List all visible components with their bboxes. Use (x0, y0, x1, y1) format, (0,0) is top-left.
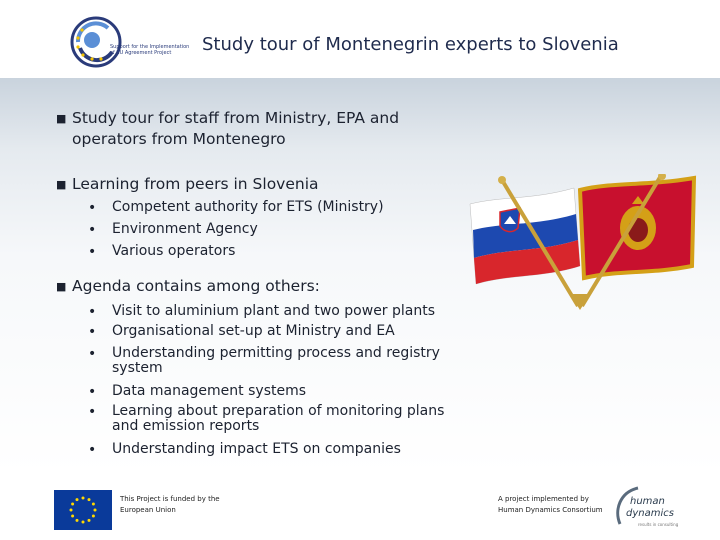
sub-bullet-text: Learning about preparation of monitoring plans and emission reports (112, 403, 445, 434)
bullet-dot-icon: • (88, 200, 97, 216)
logo-text: Support for the Implementation of EU Agreement Project (110, 44, 190, 56)
human-dynamics-logo-icon (612, 484, 692, 530)
hd-logo-line1: human (630, 496, 665, 507)
sub-bullet-text: Various operators (112, 243, 236, 259)
header (0, 0, 720, 78)
bullet-dot-icon: • (88, 222, 97, 238)
sub-bullet-text: Competent authority for ETS (Ministry) (112, 199, 384, 215)
page-title: Study tour of Montenegrin experts to Slovenia (202, 34, 619, 55)
bullet-square-icon: ■ (56, 112, 67, 125)
bullet-dot-icon: • (88, 346, 97, 362)
sub-bullet-text: Understanding impact ETS on companies (112, 441, 401, 457)
logo-icon (68, 14, 188, 72)
bullet-text: Learning from peers in Slovenia (72, 175, 319, 193)
bullet-learning (56, 174, 432, 195)
bullet-dot-icon: • (88, 324, 97, 340)
bullet-dot-icon: • (88, 244, 97, 260)
bullet-square-icon: ■ (56, 178, 67, 191)
footer (0, 474, 720, 540)
bullet-dot-icon: • (88, 384, 97, 400)
sub-bullet-text: Understanding permitting process and registry system (112, 345, 440, 376)
montenegro-flag-icon (580, 178, 694, 278)
bullet-dot-icon: • (88, 442, 97, 458)
bullet-text: Agenda contains among others: (72, 277, 320, 295)
bullet-square-icon: ■ (56, 280, 67, 293)
sub-bullet-text: Data management systems (112, 383, 307, 399)
slovenia-flag-icon (470, 188, 580, 284)
hd-logo-line2: dynamics (626, 508, 674, 519)
eu-flag-icon (54, 490, 112, 530)
sub-bullet-text: Organisational set-up at Ministry and EA (112, 323, 395, 339)
bullet-study-tour (56, 108, 432, 150)
bullet-agenda (56, 276, 432, 297)
bullet-dot-icon: • (88, 304, 97, 320)
crossed-flags-image (462, 174, 702, 314)
funded-by-text: This Project is funded by the European Union (120, 495, 220, 514)
bullet-text: Study tour for staff from Ministry, EPA and operators from Montenegro (72, 109, 400, 148)
slide-content (0, 78, 720, 474)
bullet-dot-icon: • (88, 404, 97, 420)
sub-bullet-text: Visit to aluminium plant and two power plants (112, 303, 436, 319)
hd-logo-tagline: results in consulting (638, 522, 679, 527)
sub-bullet-text: Environment Agency (112, 221, 258, 237)
implemented-by-text: A project implemented by Human Dynamics Consortium (498, 495, 603, 514)
